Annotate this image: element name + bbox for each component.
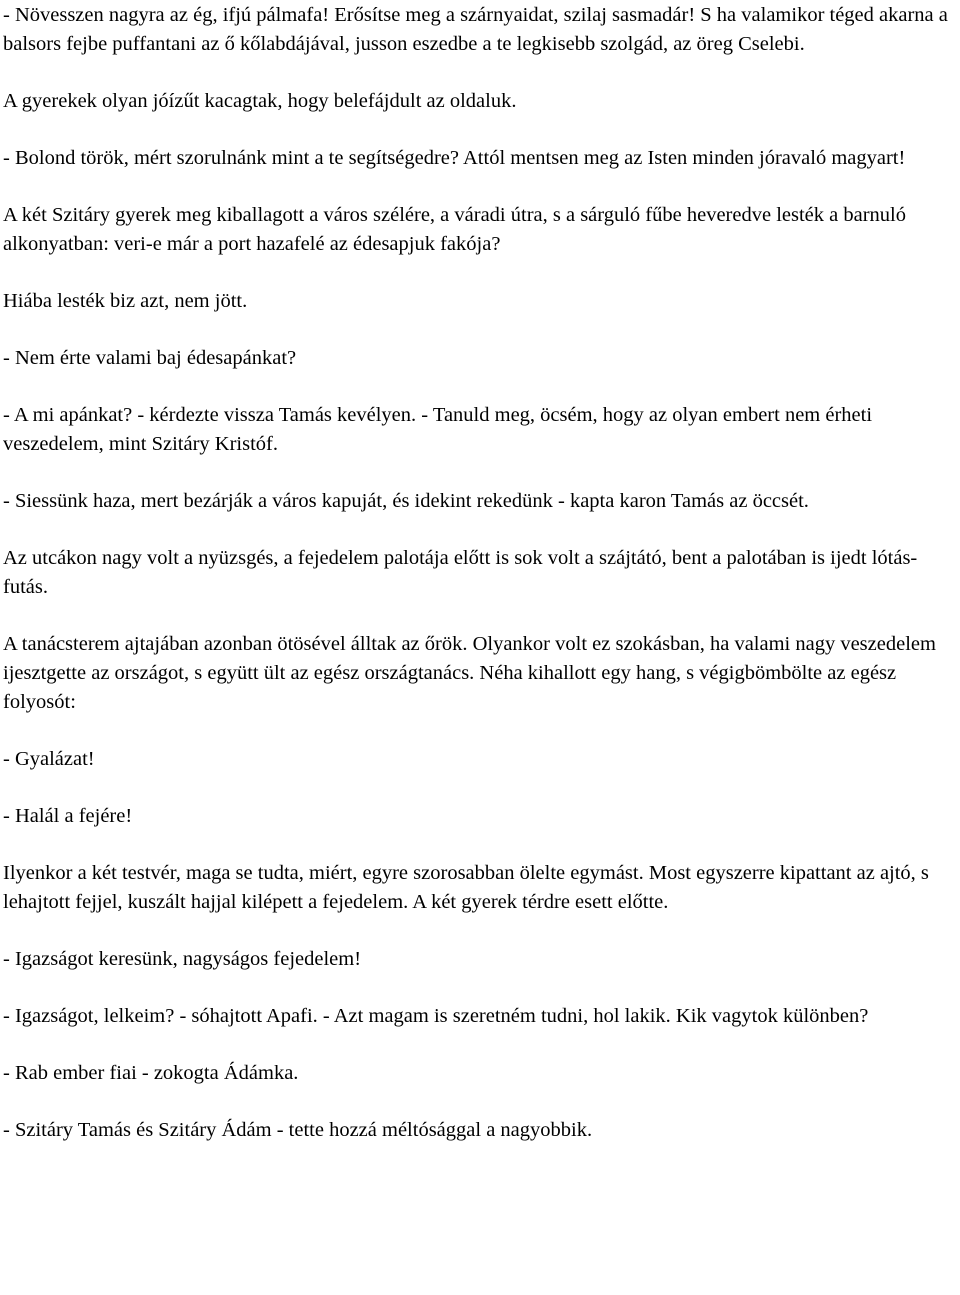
document-page xyxy=(3,0,958,1173)
paragraph: A gyerekek olyan jóízűt kacagtak, hogy belefájdult az oldaluk. xyxy=(3,90,517,112)
paragraph: Ilyenkor a két testvér, maga se tudta, miért, egyre szorosabban ölelte egymást. Most egyszerre kipattant az ajtó, s lehajtott fejjel, kuszált hajjal kilépett a fejedelem. A két gyerek térdre esett előtte. xyxy=(3,862,929,913)
paragraph: - Szitáry Tamás és Szitáry Ádám - tette hozzá méltósággal a nagyobbik. xyxy=(3,1119,593,1141)
paragraph: - Nem érte valami baj édesapánkat? xyxy=(3,347,297,369)
paragraph: - Rab ember fiai - zokogta Ádámka. xyxy=(3,1062,299,1084)
paragraph: A tanácsterem ajtajában azonban ötösével álltak az őrök. Olyankor volt ez szokásban, ha valami nagy veszedelem ijesztgette az országot, s együtt ült az egész országtanács. Néha kihallott egy hang, s végigbömbölte az egész folyosót: xyxy=(3,633,936,713)
paragraph: - Siessünk haza, mert bezárják a város kapuját, és idekint rekedünk - kapta karon Tamás az öccsét. xyxy=(3,490,809,512)
paragraph: - Növesszen nagyra az ég, ifjú pálmafa! Erősítse meg a szárnyaidat, szilaj sasmadár! S ha valamikor téged akarna a balsors fejbe puffantani az ő kőlabdájával, jusson eszedbe a te legkisebb szolgád, az öreg Cselebi. xyxy=(3,4,948,55)
paragraph: Hiába lesték biz azt, nem jött. xyxy=(3,290,248,312)
paragraph: - A mi apánkat? - kérdezte vissza Tamás kevélyen. - Tanuld meg, öcsém, hogy az olyan embert nem érheti veszedelem, mint Szitáry Kristóf. xyxy=(3,404,873,455)
paragraph: A két Szitáry gyerek meg kiballagott a város szélére, a váradi útra, s a sárguló fűbe heveredve lesték a barnuló alkonyatban: veri-e már a port hazafelé az édesapjuk fakója? xyxy=(3,204,906,255)
paragraph: - Gyalázat! xyxy=(3,748,95,770)
paragraph: - Halál a fejére! xyxy=(3,805,133,827)
paragraph: Az utcákon nagy volt a nyüzsgés, a fejedelem palotája előtt is sok volt a szájtátó, bent a palotában is ijedt lótás-futás. xyxy=(3,547,918,598)
paragraph: - Igazságot keresünk, nagyságos fejedelem! xyxy=(3,948,362,970)
paragraph: - Bolond török, mért szorulnánk mint a te segítségedre? Attól mentsen meg az Isten minden jóravaló magyart! xyxy=(3,147,906,169)
paragraph: - Igazságot, lelkeim? - sóhajtott Apafi. - Azt magam is szeretném tudni, hol lakik. Kik vagytok különben? xyxy=(3,1005,869,1027)
